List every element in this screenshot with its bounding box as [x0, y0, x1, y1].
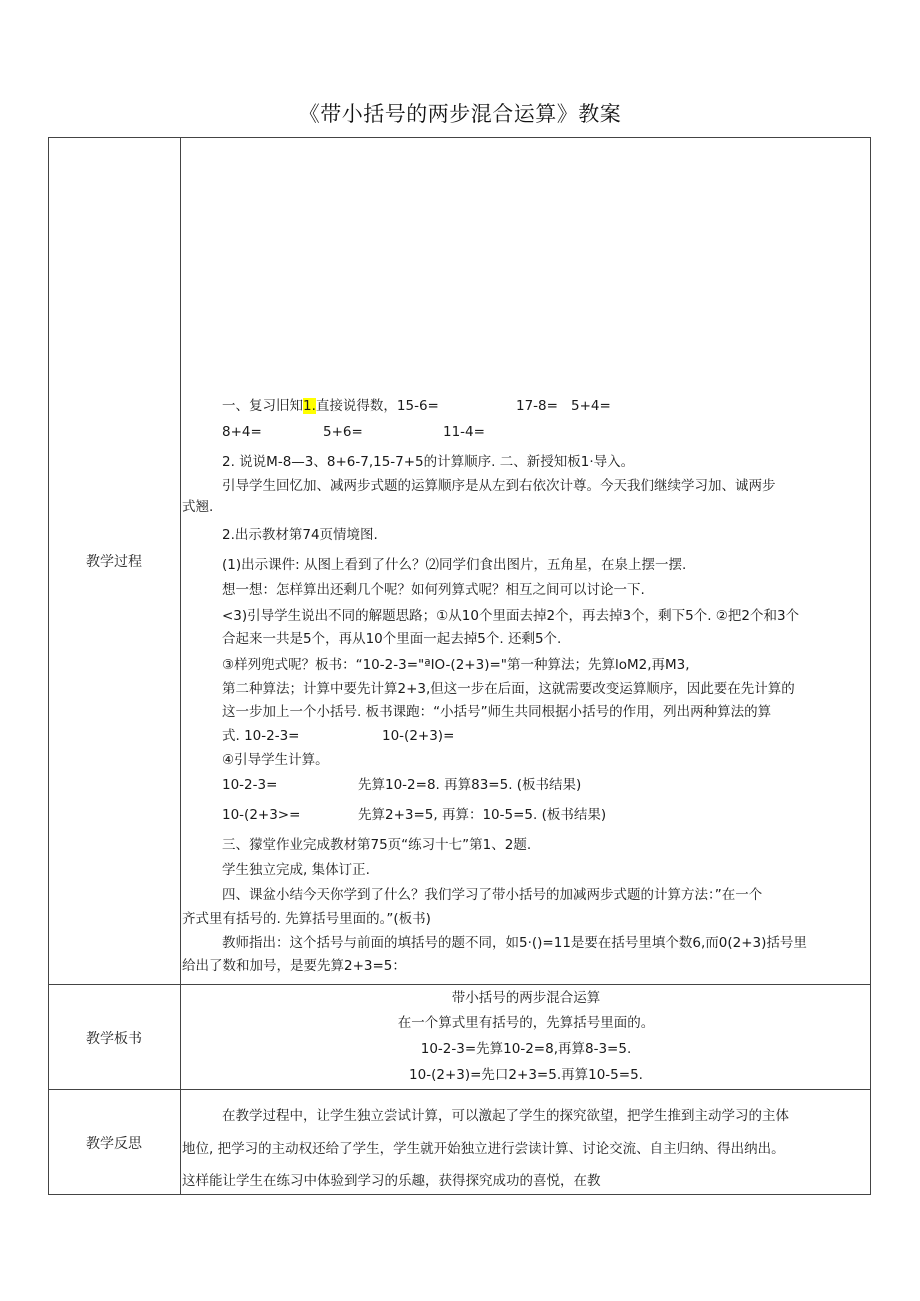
calc-steps: 先算10-2=8. 再算83=5. (板书结果) — [358, 777, 582, 793]
calc-expression: 10-(2+3>= — [222, 807, 301, 823]
process-line: <3)引导学生说出不同的解题思路；①从10个里面去掉2个，再去掉3个，剩下5个. ②把2个和3个 — [222, 608, 800, 624]
process-line: 合起来一共是5个，再从10个里面一起去掉5个. 还剩5个. — [222, 631, 562, 647]
process-line: 2. 说说M-8—3、8+6-7,15-7+5的计算顺序. 二、新授知板1·导入。 — [222, 454, 635, 470]
board-label: 教学板书 — [86, 1031, 142, 1047]
reflection-line: 这样能让学生在练习中体验到学习的乐趣，获得探究成功的喜悦，在教 — [182, 1173, 601, 1189]
reflection-line: 地位, 把学习的主动权还给了学生，学生就开始独立进行尝读计算、讨论交流、自主归纳、得出纳出。 — [182, 1141, 785, 1157]
process-line: 教师指出：这个括号与前面的填括号的题不同，如5·()=11是要在括号里填个数6,而0(2+3)括号里 — [222, 935, 807, 951]
document-title: 《带小括号的两步混合运算》教案 — [298, 102, 622, 126]
exercise-5-6: 5+6= — [323, 424, 363, 440]
process-line: 第二种算法；计算中要先计算2+3,但这一步在后面，这就需要改变运算顺序，因此要在先计算的 — [222, 681, 795, 697]
row-divider-process-board — [48, 984, 871, 985]
process-line: (1)出示课件: 从图上看到了什么？⑵同学们食出图片，五角星，在泉上摆一摆. — [222, 557, 687, 573]
process-line: 2.出示教材第74页情境图. — [222, 527, 378, 543]
process-label: 教学过程 — [86, 554, 142, 570]
process-line: ③样列兜式呢？板书：“10-2-3="ªIO-(2+3)="第一种算法；先算loM2,再M3, — [222, 657, 690, 673]
reflection-line: 在教学过程中，让学生独立尝试计算，可以激起了学生的探究欲望，把学生推到主动学习的主体 — [222, 1108, 789, 1124]
process-line: 这一步加上一个小括号. 板书课跑：“小括号”师生共同根据小括号的作用，列出两种算法的算 — [222, 704, 772, 720]
formula-right: 10-(2+3)= — [382, 728, 455, 744]
process-line: 式翘. — [182, 499, 214, 515]
process-line: ④引导学生计算。 — [222, 752, 329, 768]
process-line: 齐式里有括号的. 先算括号里面的。”(板书) — [182, 911, 431, 927]
process-line: 学生独立完成, 集体订正. — [222, 862, 370, 878]
exercise-8-4: 8+4= — [222, 424, 262, 440]
process-line: 四、课盆小结今天你学到了什么？我们学习了带小括号的加减两步式题的计算方法：”在一个 — [222, 887, 763, 903]
review-text: 直接说得数，15-6= — [315, 398, 439, 414]
process-line: 想一想：怎样算出还剩几个呢？如何列算式呢？相互之间可以讨论一下. — [222, 582, 645, 598]
process-line: 引导学生回忆加、减两步式题的运算顺序是从左到右依次计尊。今天我们继续学习加、诚两步 — [222, 478, 776, 494]
board-rule: 在一个算式里有括号的，先算括号里面的。 — [397, 1015, 655, 1031]
row-divider-board-reflection — [48, 1089, 871, 1090]
formula-left: 式. 10-2-3= — [222, 728, 300, 744]
review-heading: 一、复习旧知 — [222, 398, 303, 414]
reflection-label: 教学反思 — [86, 1136, 142, 1152]
exercise-5-4: 5+4= — [571, 398, 611, 414]
highlighted-number: 1. — [303, 398, 316, 414]
process-line: 三、獴堂作业完成教材第75页“练习十七”第1、2题. — [222, 837, 532, 853]
calc-steps: 先算2+3=5, 再算：10-5=5. (板书结果) — [358, 807, 607, 823]
calc-expression: 10-2-3= — [222, 777, 278, 793]
exercise-17-8: 17-8= — [516, 398, 558, 414]
board-example: 10-2-3=先算10-2=8,再算8-3=5. — [420, 1041, 632, 1057]
review-line — [222, 397, 439, 415]
board-title: 带小括号的两步混合运算 — [451, 990, 601, 1006]
process-line: 给出了数和加号，是要先算2+3=5： — [182, 958, 406, 974]
board-example: 10-(2+3)=先口2+3=5.再算10-5=5. — [409, 1067, 643, 1083]
column-divider — [180, 137, 181, 1195]
exercise-11-4: 11-4= — [443, 424, 485, 440]
